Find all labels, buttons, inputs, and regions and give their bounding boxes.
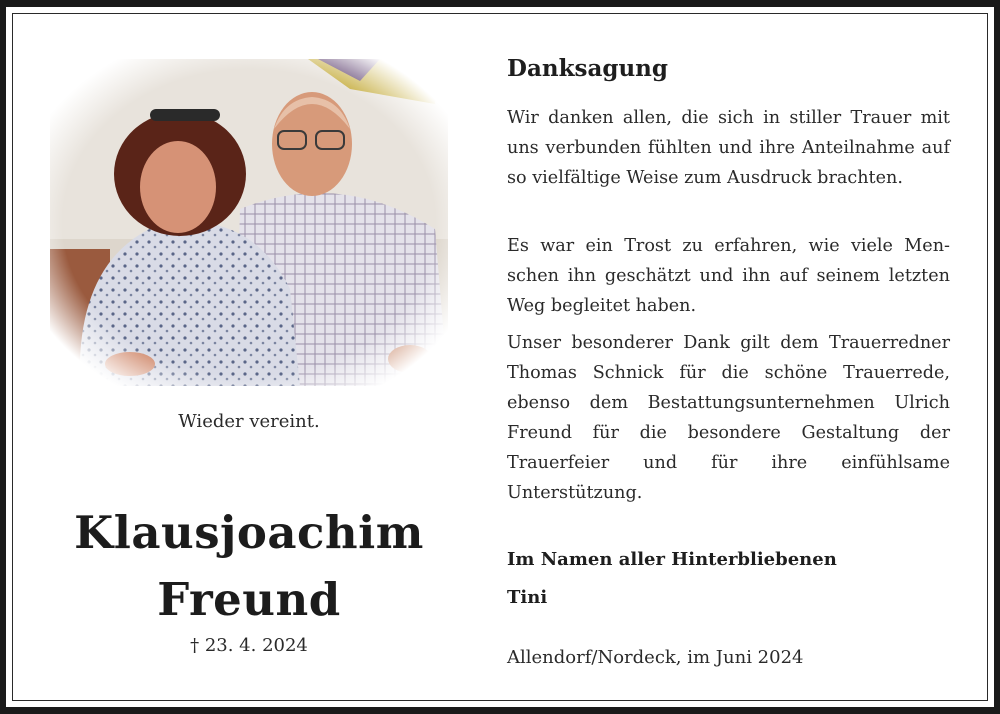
- signature-line: Im Namen aller Hinterbliebenen: [507, 549, 837, 570]
- place-date: Allendorf/Nordeck, im Juni 2024: [507, 647, 804, 668]
- deceased-first-name: Klausjoachim: [74, 506, 424, 559]
- deceased-last-name: Freund: [157, 573, 341, 626]
- obituary-card: [6, 7, 994, 707]
- thanks-heading: Danksagung: [507, 55, 668, 82]
- signature-name: Tini: [507, 587, 548, 608]
- couple-photo: [50, 59, 448, 386]
- thanks-paragraph: Es war ein Trost zu erfahren, wie viele Menschen ihn geschätzt und ihn auf seinem letzten Weg begleitet haben.: [507, 236, 950, 316]
- photo-caption: Wieder vereint.: [178, 411, 320, 432]
- thanks-paragraph: Wir danken allen, die sich in stiller Trauer mit uns verbunden fühlten und ihre Anteilnahme auf so vielfältige Weise zum Ausdruck brachten.: [507, 108, 950, 188]
- thanks-paragraph: Unser besonderer Dank gilt dem Trauerredner Thomas Schnick für die schöne Trauerrede, ebenso dem Bestattungsunternehmen Ulrich Freund für die besondere Gestaltung der Trauerfeier und für ihre einfühlsame Unterstützung.: [507, 333, 950, 503]
- death-date: † 23. 4. 2024: [190, 635, 308, 656]
